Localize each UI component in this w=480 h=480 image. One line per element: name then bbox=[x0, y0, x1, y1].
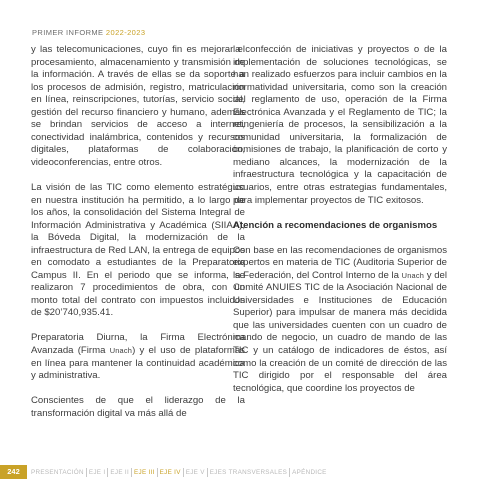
right-paragraph-2-text-a: Con base en las recomendaciones de organismos expertos en materia de TIC (Auditoria Superior de la Federación, del Control Interno de la bbox=[233, 244, 447, 281]
nav-divider bbox=[86, 468, 87, 477]
header-title: PRIMER INFORME bbox=[32, 28, 104, 37]
left-paragraph-3-text-a: Preparatoria Diurna, la Firma Electrónica Avanzada (Firma bbox=[31, 332, 245, 357]
nav-divider bbox=[107, 468, 108, 477]
section-nav bbox=[31, 465, 327, 479]
nav-eje-4[interactable]: EJE IV bbox=[159, 468, 181, 476]
nav-ejes-transversales[interactable]: EJES TRANSVERSALES bbox=[209, 468, 288, 476]
running-header bbox=[32, 28, 145, 37]
left-paragraph-3-text-b: ) y el uso de plataformas en línea para mantener la continuidad académica y administrativa. bbox=[31, 345, 245, 382]
nav-divider bbox=[131, 468, 132, 477]
left-paragraph-1: y las telecomunicaciones, cuyo fin es mejorar el procesamiento, almacenamiento y transmisión de la información. A través de ellas se da soporte a los procesos de admisión, registro, matriculación en línea, reinscripciones, tutorías, servicio social, gestión del recurso financiero y humano, además se brindan servicios de acceso a internet, conectividad inalámbrica, contenidos y recursos digitales, plataformas de colaboración, videoconferencias, entre otros. bbox=[31, 44, 245, 168]
right-paragraph-1: la confección de iniciativas y proyectos o de la implementación de soluciones tecnológicas, se han realizado esfuerzos para incluir cambios en la normatividad universitaria, como son la creación del reglamento de uso, operación de la Firma Electrónica Avanzada y el Reglamento de TIC; la reingeniería de procesos, la sensibilización a la comunidad universitaria, la formalización de comisiones de trabajo, la planificación de corto y mediano alcances, la modernización de la infraestructura tecnológica y la capacitación de usuarios, entre otras estrategias fundamentales, para implementar proyectos de TIC exitosos. bbox=[233, 44, 447, 206]
nav-eje-5[interactable]: EJE V bbox=[185, 468, 205, 476]
left-paragraph-4: Conscientes de que el liderazgo de la transformación digital va más allá de bbox=[31, 395, 245, 419]
section-heading: Atención a recomendaciones de organismos bbox=[233, 219, 438, 231]
nav-eje-2[interactable]: EJE II bbox=[110, 468, 129, 476]
header-years: 2022-2023 bbox=[105, 28, 146, 37]
unach-smallcaps: Unach bbox=[401, 270, 425, 280]
nav-eje-1[interactable]: EJE I bbox=[88, 468, 106, 476]
nav-divider bbox=[183, 468, 184, 477]
nav-presentacion[interactable]: PRESENTACIÓN bbox=[31, 468, 84, 476]
nav-divider bbox=[157, 468, 158, 477]
left-column bbox=[31, 44, 245, 433]
nav-apendice[interactable]: APÉNDICE bbox=[292, 468, 327, 476]
nav-divider bbox=[289, 468, 290, 477]
right-paragraph-2 bbox=[233, 245, 447, 396]
right-column bbox=[233, 44, 447, 408]
nav-divider bbox=[207, 468, 208, 477]
page-number-badge: 242 bbox=[0, 465, 27, 479]
left-paragraph-2: La visión de las TIC como elemento estratégico en nuestra institución ha permitido, a lo largo de los años, la consolidación del Sistema Integral de Información Administrativa y Académica (SIIAA), la Bóveda Digital, la modernización de la infraestructura de Red LAN, la entrega de equipos en comodato a estudiantes de la Preparatoria Campus II. En el periodo que se informa, se realizaron 7 procedimientos de obra, con un monto total del contrato con impuestos incluidos de $20’740,935.41. bbox=[31, 181, 245, 319]
page-footer bbox=[0, 465, 480, 479]
left-paragraph-3 bbox=[31, 332, 245, 382]
unach-smallcaps: Unach bbox=[109, 346, 133, 356]
right-paragraph-2-text-b: y del Comité ANUIES TIC de la Asociación Nacional de Universidades e Instituciones de Educación Superior) para impulsar de manera más decidida que las universidades cuenten con un cuadro de mando de negocio, un cuadro de mando de las TIC y un catálogo de indicadores de éstos, así como la creación de un comité de dirección de las TIC dirigido por el responsable del área tecnológica, que coordine los proyectos de bbox=[233, 269, 447, 394]
nav-eje-3[interactable]: EJE III bbox=[134, 468, 155, 476]
